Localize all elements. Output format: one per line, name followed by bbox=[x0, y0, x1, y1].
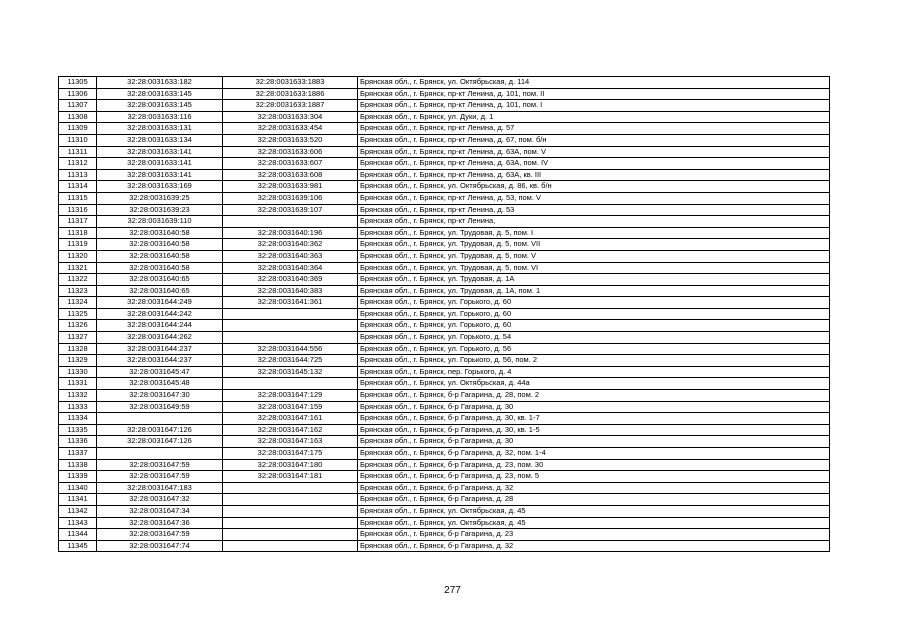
cadastral-number-cell: 32:28:0031640:65 bbox=[97, 285, 223, 297]
table-row bbox=[59, 123, 830, 135]
address-cell: Брянская обл., г. Брянск, б-р Гагарина, д. 30, кв. 1-5 bbox=[358, 424, 830, 436]
address-cell: Брянская обл., г. Брянск, ул. Октябрьская, д. 45 bbox=[358, 517, 830, 529]
row-number-cell: 11319 bbox=[59, 239, 97, 251]
parent-number-cell: 32:28:0031647:180 bbox=[223, 459, 358, 471]
address-cell: Брянская обл., г. Брянск, ул. Дуки, д. 1 bbox=[358, 111, 830, 123]
register-table-body bbox=[59, 77, 830, 552]
parent-number-cell: 32:28:0031633:304 bbox=[223, 111, 358, 123]
cadastral-number-cell: 32:28:0031639:25 bbox=[97, 192, 223, 204]
row-number-cell: 11333 bbox=[59, 401, 97, 413]
row-number-cell: 11317 bbox=[59, 216, 97, 228]
table-row bbox=[59, 424, 830, 436]
row-number-cell: 11314 bbox=[59, 181, 97, 193]
parent-number-cell: 32:28:0031640:364 bbox=[223, 262, 358, 274]
row-number-cell: 11337 bbox=[59, 448, 97, 460]
row-number-cell: 11335 bbox=[59, 424, 97, 436]
address-cell: Брянская обл., г. Брянск, б-р Гагарина, д. 30 bbox=[358, 436, 830, 448]
cadastral-number-cell: 32:28:0031647:59 bbox=[97, 459, 223, 471]
table-row bbox=[59, 390, 830, 402]
address-cell: Брянская обл., г. Брянск, ул. Горького, д. 60 bbox=[358, 297, 830, 309]
row-number-cell: 11316 bbox=[59, 204, 97, 216]
row-number-cell: 11307 bbox=[59, 100, 97, 112]
table-row bbox=[59, 146, 830, 158]
row-number-cell: 11305 bbox=[59, 77, 97, 89]
table-row bbox=[59, 540, 830, 552]
table-row bbox=[59, 134, 830, 146]
address-cell: Брянская обл., г. Брянск, ул. Горького, д. 56 bbox=[358, 343, 830, 355]
table-row bbox=[59, 181, 830, 193]
table-row bbox=[59, 227, 830, 239]
parent-number-cell: 32:28:0031640:363 bbox=[223, 250, 358, 262]
address-cell: Брянская обл., г. Брянск, б-р Гагарина, д. 32 bbox=[358, 540, 830, 552]
parent-number-cell: 32:28:0031647:163 bbox=[223, 436, 358, 448]
cadastral-number-cell: 32:28:0031633:134 bbox=[97, 134, 223, 146]
address-cell: Брянская обл., г. Брянск, пр-кт Ленина, д. 101, пом. II bbox=[358, 88, 830, 100]
table-row bbox=[59, 192, 830, 204]
row-number-cell: 11326 bbox=[59, 320, 97, 332]
address-cell: Брянская обл., г. Брянск, пр-кт Ленина, д. 63А, пом. IV bbox=[358, 158, 830, 170]
address-cell: Брянская обл., г. Брянск, ул. Трудовая, д. 5, пом. I bbox=[358, 227, 830, 239]
address-cell: Брянская обл., г. Брянск, ул. Горького, д. 60 bbox=[358, 320, 830, 332]
cadastral-number-cell: 32:28:0031640:58 bbox=[97, 262, 223, 274]
row-number-cell: 11325 bbox=[59, 308, 97, 320]
cadastral-number-cell: 32:28:0031647:183 bbox=[97, 482, 223, 494]
cadastral-number-cell: 32:28:0031647:126 bbox=[97, 436, 223, 448]
row-number-cell: 11340 bbox=[59, 482, 97, 494]
table-row bbox=[59, 401, 830, 413]
row-number-cell: 11332 bbox=[59, 390, 97, 402]
parent-number-cell: 32:28:0031633:1886 bbox=[223, 88, 358, 100]
parent-number-cell: 32:28:0031645:132 bbox=[223, 366, 358, 378]
row-number-cell: 11330 bbox=[59, 366, 97, 378]
parent-number-cell: 32:28:0031639:106 bbox=[223, 192, 358, 204]
row-number-cell: 11311 bbox=[59, 146, 97, 158]
table-row bbox=[59, 471, 830, 483]
address-cell: Брянская обл., г. Брянск, ул. Трудовая, д. 5, пом. VI bbox=[358, 262, 830, 274]
table-row bbox=[59, 448, 830, 460]
row-number-cell: 11308 bbox=[59, 111, 97, 123]
cadastral-number-cell: 32:28:0031644:237 bbox=[97, 343, 223, 355]
row-number-cell: 11344 bbox=[59, 529, 97, 541]
parent-number-cell bbox=[223, 494, 358, 506]
address-cell: Брянская обл., г. Брянск, ул. Трудовая, д. 1А, пом. 1 bbox=[358, 285, 830, 297]
cadastral-number-cell: 32:28:0031645:47 bbox=[97, 366, 223, 378]
property-register-table bbox=[58, 76, 830, 552]
cadastral-number-cell: 32:28:0031647:59 bbox=[97, 471, 223, 483]
table-row bbox=[59, 297, 830, 309]
address-cell: Брянская обл., г. Брянск, пр-кт Ленина, д. 101, пом. I bbox=[358, 100, 830, 112]
address-cell: Брянская обл., г. Брянск, б-р Гагарина, д. 30, кв. 1-7 bbox=[358, 413, 830, 425]
cadastral-number-cell: 32:28:0031645:48 bbox=[97, 378, 223, 390]
address-cell: Брянская обл., г. Брянск, б-р Гагарина, д. 32, пом. 1-4 bbox=[358, 448, 830, 460]
row-number-cell: 11309 bbox=[59, 123, 97, 135]
row-number-cell: 11343 bbox=[59, 517, 97, 529]
parent-number-cell: 32:28:0031647:175 bbox=[223, 448, 358, 460]
row-number-cell: 11321 bbox=[59, 262, 97, 274]
parent-number-cell bbox=[223, 332, 358, 344]
table-row bbox=[59, 216, 830, 228]
row-number-cell: 11331 bbox=[59, 378, 97, 390]
cadastral-number-cell: 32:28:0031644:249 bbox=[97, 297, 223, 309]
address-cell: Брянская обл., г. Брянск, ул. Горького, д. 54 bbox=[358, 332, 830, 344]
address-cell: Брянская обл., г. Брянск, ул. Октябрьская, д. 45 bbox=[358, 505, 830, 517]
row-number-cell: 11312 bbox=[59, 158, 97, 170]
row-number-cell: 11342 bbox=[59, 505, 97, 517]
address-cell: Брянская обл., г. Брянск, пр-кт Ленина, bbox=[358, 216, 830, 228]
row-number-cell: 11338 bbox=[59, 459, 97, 471]
address-cell: Брянская обл., г. Брянск, б-р Гагарина, д. 28, пом. 2 bbox=[358, 390, 830, 402]
row-number-cell: 11328 bbox=[59, 343, 97, 355]
parent-number-cell: 32:28:0031640:196 bbox=[223, 227, 358, 239]
parent-number-cell: 32:28:0031633:606 bbox=[223, 146, 358, 158]
table-row bbox=[59, 320, 830, 332]
address-cell: Брянская обл., г. Брянск, пр-кт Ленина, д. 63А, пом. V bbox=[358, 146, 830, 158]
cadastral-number-cell: 32:28:0031633:141 bbox=[97, 158, 223, 170]
cadastral-number-cell: 32:28:0031647:30 bbox=[97, 390, 223, 402]
address-cell: Брянская обл., г. Брянск, пр-кт Ленина, д. 57 bbox=[358, 123, 830, 135]
parent-number-cell: 32:28:0031644:556 bbox=[223, 343, 358, 355]
row-number-cell: 11320 bbox=[59, 250, 97, 262]
parent-number-cell: 32:28:0031641:361 bbox=[223, 297, 358, 309]
row-number-cell: 11327 bbox=[59, 332, 97, 344]
address-cell: Брянская обл., г. Брянск, ул. Трудовая, д. 1А bbox=[358, 274, 830, 286]
row-number-cell: 11322 bbox=[59, 274, 97, 286]
row-number-cell: 11336 bbox=[59, 436, 97, 448]
parent-number-cell: 32:28:0031633:607 bbox=[223, 158, 358, 170]
row-number-cell: 11313 bbox=[59, 169, 97, 181]
table-row bbox=[59, 366, 830, 378]
parent-number-cell: 32:28:0031640:383 bbox=[223, 285, 358, 297]
address-cell: Брянская обл., г. Брянск, ул. Трудовая, д. 5, пом. VII bbox=[358, 239, 830, 251]
address-cell: Брянская обл., г. Брянск, б-р Гагарина, д. 23 bbox=[358, 529, 830, 541]
cadastral-number-cell: 32:28:0031633:145 bbox=[97, 88, 223, 100]
parent-number-cell bbox=[223, 482, 358, 494]
cadastral-number-cell: 32:28:0031640:58 bbox=[97, 227, 223, 239]
table-row bbox=[59, 204, 830, 216]
table-row bbox=[59, 517, 830, 529]
address-cell: Брянская обл., г. Брянск, б-р Гагарина, д. 28 bbox=[358, 494, 830, 506]
table-row bbox=[59, 250, 830, 262]
table-row bbox=[59, 494, 830, 506]
address-cell: Брянская обл., г. Брянск, б-р Гагарина, д. 23, пом. 5 bbox=[358, 471, 830, 483]
address-cell: Брянская обл., г. Брянск, ул. Горького, д. 56, пом. 2 bbox=[358, 355, 830, 367]
cadastral-number-cell: 32:28:0031649:59 bbox=[97, 401, 223, 413]
table-row bbox=[59, 111, 830, 123]
parent-number-cell bbox=[223, 216, 358, 228]
cadastral-number-cell: 32:28:0031633:141 bbox=[97, 146, 223, 158]
cadastral-number-cell: 32:28:0031633:145 bbox=[97, 100, 223, 112]
table-row bbox=[59, 308, 830, 320]
cadastral-number-cell: 32:28:0031647:74 bbox=[97, 540, 223, 552]
parent-number-cell bbox=[223, 517, 358, 529]
address-cell: Брянская обл., г. Брянск, ул. Горького, д. 60 bbox=[358, 308, 830, 320]
cadastral-number-cell: 32:28:0031647:36 bbox=[97, 517, 223, 529]
parent-number-cell: 32:28:0031633:454 bbox=[223, 123, 358, 135]
parent-number-cell: 32:28:0031644:725 bbox=[223, 355, 358, 367]
address-cell: Брянская обл., г. Брянск, б-р Гагарина, д. 32 bbox=[358, 482, 830, 494]
row-number-cell: 11324 bbox=[59, 297, 97, 309]
parent-number-cell: 32:28:0031633:608 bbox=[223, 169, 358, 181]
cadastral-number-cell: 32:28:0031640:58 bbox=[97, 250, 223, 262]
row-number-cell: 11334 bbox=[59, 413, 97, 425]
address-cell: Брянская обл., г. Брянск, ул. Октябрьская, д. 114 bbox=[358, 77, 830, 89]
address-cell: Брянская обл., г. Брянск, ул. Октябрьская, д. 86, кв. б/н bbox=[358, 181, 830, 193]
table-row bbox=[59, 343, 830, 355]
table-row bbox=[59, 355, 830, 367]
parent-number-cell: 32:28:0031640:369 bbox=[223, 274, 358, 286]
cadastral-number-cell: 32:28:0031633:141 bbox=[97, 169, 223, 181]
row-number-cell: 11341 bbox=[59, 494, 97, 506]
row-number-cell: 11329 bbox=[59, 355, 97, 367]
table-row bbox=[59, 239, 830, 251]
cadastral-number-cell bbox=[97, 448, 223, 460]
table-row bbox=[59, 459, 830, 471]
address-cell: Брянская обл., г. Брянск, пер. Горького, д. 4 bbox=[358, 366, 830, 378]
row-number-cell: 11306 bbox=[59, 88, 97, 100]
table-row bbox=[59, 158, 830, 170]
row-number-cell: 11339 bbox=[59, 471, 97, 483]
parent-number-cell bbox=[223, 540, 358, 552]
parent-number-cell: 32:28:0031633:1887 bbox=[223, 100, 358, 112]
address-cell: Брянская обл., г. Брянск, ул. Трудовая, д. 5, пом. V bbox=[358, 250, 830, 262]
cadastral-number-cell: 32:28:0031644:244 bbox=[97, 320, 223, 332]
parent-number-cell bbox=[223, 320, 358, 332]
table-row bbox=[59, 378, 830, 390]
table-row bbox=[59, 285, 830, 297]
row-number-cell: 11345 bbox=[59, 540, 97, 552]
table-row bbox=[59, 274, 830, 286]
cadastral-number-cell: 32:28:0031644:242 bbox=[97, 308, 223, 320]
cadastral-number-cell: 32:28:0031633:182 bbox=[97, 77, 223, 89]
parent-number-cell: 32:28:0031633:981 bbox=[223, 181, 358, 193]
parent-number-cell: 32:28:0031647:129 bbox=[223, 390, 358, 402]
address-cell: Брянская обл., г. Брянск, пр-кт Ленина, д. 53, пом. V bbox=[358, 192, 830, 204]
parent-number-cell bbox=[223, 529, 358, 541]
page-number: 277 bbox=[444, 585, 461, 596]
cadastral-number-cell: 32:28:0031640:65 bbox=[97, 274, 223, 286]
parent-number-cell: 32:28:0031647:161 bbox=[223, 413, 358, 425]
cadastral-number-cell: 32:28:0031633:131 bbox=[97, 123, 223, 135]
address-cell: Брянская обл., г. Брянск, б-р Гагарина, д. 30 bbox=[358, 401, 830, 413]
table-row bbox=[59, 262, 830, 274]
table-row bbox=[59, 529, 830, 541]
table-row bbox=[59, 413, 830, 425]
address-cell: Брянская обл., г. Брянск, пр-кт Ленина, д. 67, пом. б/н bbox=[358, 134, 830, 146]
cadastral-number-cell: 32:28:0031639:23 bbox=[97, 204, 223, 216]
parent-number-cell bbox=[223, 308, 358, 320]
row-number-cell: 11310 bbox=[59, 134, 97, 146]
address-cell: Брянская обл., г. Брянск, ул. Октябрьская, д. 44а bbox=[358, 378, 830, 390]
cadastral-number-cell: 32:28:0031644:262 bbox=[97, 332, 223, 344]
table-row bbox=[59, 436, 830, 448]
row-number-cell: 11318 bbox=[59, 227, 97, 239]
table-row bbox=[59, 482, 830, 494]
parent-number-cell: 32:28:0031639:107 bbox=[223, 204, 358, 216]
table-row bbox=[59, 88, 830, 100]
row-number-cell: 11323 bbox=[59, 285, 97, 297]
address-cell: Брянская обл., г. Брянск, пр-кт Ленина, д. 53 bbox=[358, 204, 830, 216]
parent-number-cell: 32:28:0031647:181 bbox=[223, 471, 358, 483]
cadastral-number-cell: 32:28:0031633:169 bbox=[97, 181, 223, 193]
table-row bbox=[59, 100, 830, 112]
address-cell: Брянская обл., г. Брянск, б-р Гагарина, д. 23, пом. 30 bbox=[358, 459, 830, 471]
table-row bbox=[59, 77, 830, 89]
parent-number-cell bbox=[223, 378, 358, 390]
table-row bbox=[59, 505, 830, 517]
cadastral-number-cell: 32:28:0031647:32 bbox=[97, 494, 223, 506]
table-row bbox=[59, 169, 830, 181]
table-row bbox=[59, 332, 830, 344]
row-number-cell: 11315 bbox=[59, 192, 97, 204]
parent-number-cell bbox=[223, 505, 358, 517]
parent-number-cell: 32:28:0031633:1883 bbox=[223, 77, 358, 89]
cadastral-number-cell: 32:28:0031639:110 bbox=[97, 216, 223, 228]
cadastral-number-cell: 32:28:0031633:116 bbox=[97, 111, 223, 123]
address-cell: Брянская обл., г. Брянск, пр-кт Ленина, д. 63А, кв. III bbox=[358, 169, 830, 181]
parent-number-cell: 32:28:0031647:162 bbox=[223, 424, 358, 436]
parent-number-cell: 32:28:0031640:362 bbox=[223, 239, 358, 251]
cadastral-number-cell: 32:28:0031647:59 bbox=[97, 529, 223, 541]
parent-number-cell: 32:28:0031633:520 bbox=[223, 134, 358, 146]
parent-number-cell: 32:28:0031647:159 bbox=[223, 401, 358, 413]
cadastral-number-cell: 32:28:0031647:126 bbox=[97, 424, 223, 436]
cadastral-number-cell: 32:28:0031640:58 bbox=[97, 239, 223, 251]
cadastral-number-cell: 32:28:0031647:34 bbox=[97, 505, 223, 517]
cadastral-number-cell: 32:28:0031644:237 bbox=[97, 355, 223, 367]
cadastral-number-cell bbox=[97, 413, 223, 425]
